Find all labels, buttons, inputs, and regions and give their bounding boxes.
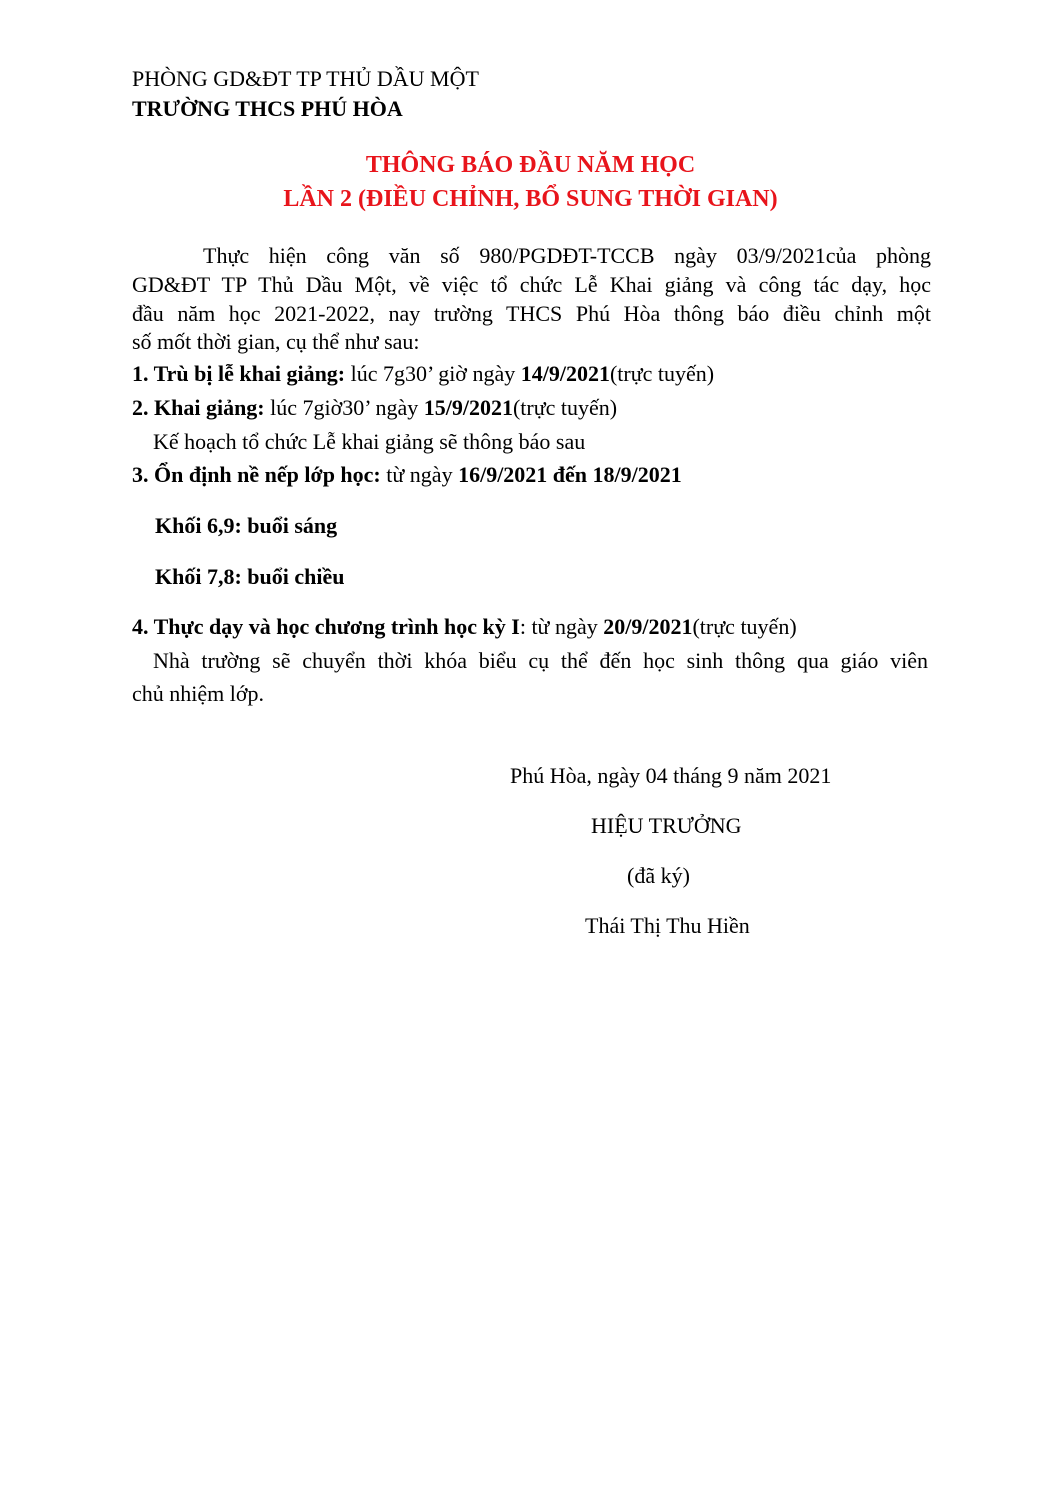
item-4-pre: từ ngày <box>525 614 604 639</box>
item-2-label: 2. Khai giảng: <box>132 395 265 420</box>
item-1-post: (trực tuyến) <box>609 361 715 386</box>
intro-line-1: Thực hiện công văn số 980/PGDĐT-TCCB ngày 03/9/2021của phòng <box>203 243 931 268</box>
item-3-pre: từ ngày <box>380 462 459 487</box>
intro-line-2: GD&ĐT TP Thủ Dầu Một, về việc tổ chức Lễ Khai giảng và công tác dạy, học <box>132 272 931 297</box>
item-4-date: 20/9/2021 <box>603 614 693 639</box>
intro-line-4: số mốt thời gian, cụ thể như sau: <box>132 329 420 354</box>
item-4-colon: : <box>519 614 526 639</box>
title-line-1: THÔNG BÁO ĐẦU NĂM HỌC <box>365 152 696 178</box>
intro-line-3: đầu năm học 2021-2022, nay trường THCS Phú Hòa thông báo điều chỉnh một <box>132 301 931 326</box>
item-2-post: (trực tuyến) <box>512 395 618 420</box>
item-1-pre: lúc 7g30’ giờ ngày <box>345 361 521 386</box>
item-2 <box>132 395 617 421</box>
department-name: PHÒNG GD&ĐT TP THỦ DẦU MỘT <box>132 66 479 91</box>
signature-position: HIỆU TRƯỞNG <box>591 813 742 838</box>
item-2-date: 15/9/2021 <box>423 395 513 420</box>
item-1 <box>132 361 714 387</box>
item-4 <box>132 614 797 640</box>
item-1-date: 14/9/2021 <box>520 361 610 386</box>
item-2-pre: lúc 7giờ30’ ngày <box>264 395 424 420</box>
title-line-2: LẦN 2 (ĐIỀU CHỈNH, BỔ SUNG THỜI GIAN) <box>283 186 778 212</box>
item-3-group-2: Khối 7,8: buổi chiều <box>155 564 345 589</box>
item-2-note: Kế hoạch tổ chức Lễ khai giảng sẽ thông báo sau <box>153 429 586 454</box>
item-3-label: 3. Ổn định nề nếp lớp học: <box>132 462 381 487</box>
item-4-note-line-2: chủ nhiệm lớp. <box>132 681 264 706</box>
signature-name: Thái Thị Thu Hiền <box>585 913 750 938</box>
item-3-group-1: Khối 6,9: buổi sáng <box>155 513 338 538</box>
item-4-post: (trực tuyến) <box>692 614 797 639</box>
item-4-label: 4. Thực dạy và học chương trình học kỳ I <box>132 614 520 639</box>
item-1-label: 1. Trù bị lễ khai giảng: <box>132 361 346 386</box>
item-3-date: 16/9/2021 đến 18/9/2021 <box>458 462 682 487</box>
signature-place-date: Phú Hòa, ngày 04 tháng 9 năm 2021 <box>510 763 832 788</box>
item-3 <box>132 462 682 488</box>
item-4-note-line-1: Nhà trường sẽ chuyển thời khóa biểu cụ thể đến học sinh thông qua giáo viên <box>153 648 928 673</box>
signature-signed: (đã ký) <box>627 863 690 888</box>
school-name: TRƯỜNG THCS PHÚ HÒA <box>132 96 403 121</box>
